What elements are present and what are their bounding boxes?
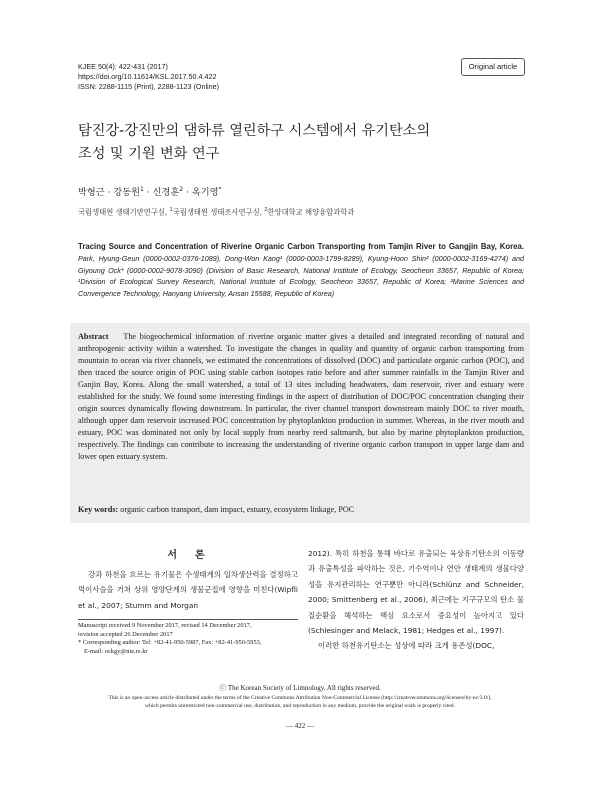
author-separator: · [183, 187, 192, 198]
right-column [308, 546, 524, 654]
journal-citation: KJEE 50(4): 422-431 (2017) [78, 62, 168, 71]
intro-paragraph-left: 강과 하천을 흐르는 유기물은 수생태계의 일차생산력을 결정하고 먹이사슬을 거쳐 상위 영양단계의 생물군집에 영향을 미친다(Wipfli et al., 2007; Stumm and Morgan [78, 570, 298, 610]
footnote-corresponding: * Corresponding author: Tel: +82-41-950-5987, Fax: +82-41-950-5953, [78, 639, 262, 647]
affiliation-0: 국립생태원 생태기반연구실, [78, 207, 170, 217]
license-line2: which permits unrestricted non-commercial use, distribution, and reproduction in any medium, provide the original work is properly cited. [145, 703, 455, 709]
keywords-text: organic carbon transport, dam impact, estuary, ecosystem linkage, POC [118, 505, 355, 514]
english-authors-affiliations: Park, Hyung-Geun (0000-0002-0376-1089), Dong-Won Kang¹ (0000-0003-1799-8289), Kyung-Hoon Shin² (0000-0002-3169-4274) and Giyoung Ock* (0000-0002-9078-3090) (Division of Basic Research, National Institute of Ecology, Seocheon 33657, Republic of Korea; ¹Division of Ecological Survey Research, National Institute of Ecology, Seocheon 33657, Republic of Korea; ²Marine Sciences and Convergence Technology, Hanyang University, Ansan 15588, Republic of Korea) [78, 253, 524, 299]
affiliation-1: 국립생태원 생태조사연구실, [172, 207, 265, 217]
korean-title-line1: 탐진강-강진만의 댐하류 열린하구 시스템에서 유기탄소의 [78, 123, 431, 139]
abstract-text: The biogeochemical information of riverine organic matter gives a detailed and integrated recording of natural and anthropogenic activity within a watershed. To investigate the changes in quality and quantity of organic carbon transporting from mountain to ocean via river channels, we estimated the concentrations of dissolved (DOC) and particulate organic carbon (POC), and then traced the source origin of POC using stable carbon isotopes ratio before and after summer rainfalls in the Tamjin River and Ganjin Bay, Korea. Along the small watershed, a total of 13 sites including headwaters, dam reservoir, river and estuary were established for the study. We found some interesting findings in the aspect of distribution of DOC/POC concentration changing their origin sources dynamically flowing downstream. In particular, the river channel transport downstream mainly DOC to river mouth, although upper dam reservoir increased POC concentration by phytoplankton production in summer. Whereas, in the river mouth and estuary, POC was dominated not only by local supply from nearby reed saltmarsh, but also by marine phytoplankton production, respectively. The findings can contribute to increasing the understanding of riverine organic carbon transport in upper large dam and lower open estuary system. [78, 332, 524, 462]
korean-title-line2: 조성 및 기원 변화 연구 [78, 146, 220, 162]
author-separator: · [143, 187, 153, 198]
footnote-received: Manuscript received 9 November 2017, revised 14 December 2017, [78, 622, 252, 629]
intro-paragraph-right: 2012). 특히 하천을 통해 바다로 유출되는 육상유기탄소의 이동량과 유출특성을 파악하는 것은, 기수역이나 연안 생태계의 생물다양성을 유지관리하는 연구뿐만 아니라(Schlünz and Schneider, 2000; Smittenberg et al., 2006), 최근에는 지구규모의 탄소 물질순환을 해석하는 핵심 요소로서 중요성이 높아지고 있다(Schlesinger and Melack, 1981; Hedges et al., 1997). [308, 549, 524, 636]
author-1: 박형근 [78, 187, 105, 198]
license-line1: This is an open-access article distributed under the terms of the Creative Commons Attribution Non-Commercial License (http://creativecommons.org/licenses/by-nc/3.0/), [108, 695, 492, 701]
english-citation [78, 241, 524, 300]
section-heading-intro: 서론 [167, 550, 223, 561]
korean-title [78, 120, 528, 166]
korean-affiliations [78, 207, 354, 217]
abstract-label: Abstract [78, 332, 109, 341]
author-2-affil-mark: 1 [140, 185, 144, 193]
footnote-accepted: revision accepted 26 December 2017 [78, 630, 173, 638]
corresponding-mark: * [218, 185, 222, 193]
footnote-divider [78, 619, 298, 620]
author-2: 강동원 [113, 187, 141, 198]
page-number: — 422 — [286, 722, 314, 730]
keywords [78, 505, 524, 514]
journal-meta [78, 62, 219, 92]
intro-paragraph-next: 이러한 하천유기탄소는 성상에 따라 크게 용존성(DOC, [318, 641, 495, 651]
affiliation-2: 한양대학교 해양융합과학과 [267, 207, 355, 217]
manuscript-footnote [78, 622, 298, 656]
affiliation-1-mark: 1 [169, 207, 173, 213]
korean-authors [78, 184, 222, 198]
keywords-label: Key words: [78, 505, 119, 514]
doi-link[interactable]: https://doi.org/10.11614/KSL.2017.50.4.422 [78, 72, 217, 81]
copyright-notice: ⓒ The Korean Society of Limnology. All rights reserved. [219, 684, 381, 692]
license-notice [40, 694, 560, 710]
author-3: 신경훈 [152, 187, 180, 198]
english-title: Tracing Source and Concentration of Riverine Organic Carbon Transporting from Tamjin River to Gangjin Bay, Korea. [78, 242, 524, 251]
affiliation-2-mark: 2 [264, 207, 268, 213]
author-separator: · [104, 187, 114, 198]
article-type-badge: Original article [461, 58, 525, 76]
issn-line: ISSN: 2288-1115 (Print), 2288-1123 (Online) [78, 82, 220, 91]
footnote-email: E-mail: ockgy@nie.re.kr [84, 647, 148, 655]
author-3-affil-mark: 2 [179, 185, 184, 193]
left-column [78, 546, 298, 613]
abstract [78, 331, 524, 464]
author-4: 옥기영 [191, 187, 219, 198]
